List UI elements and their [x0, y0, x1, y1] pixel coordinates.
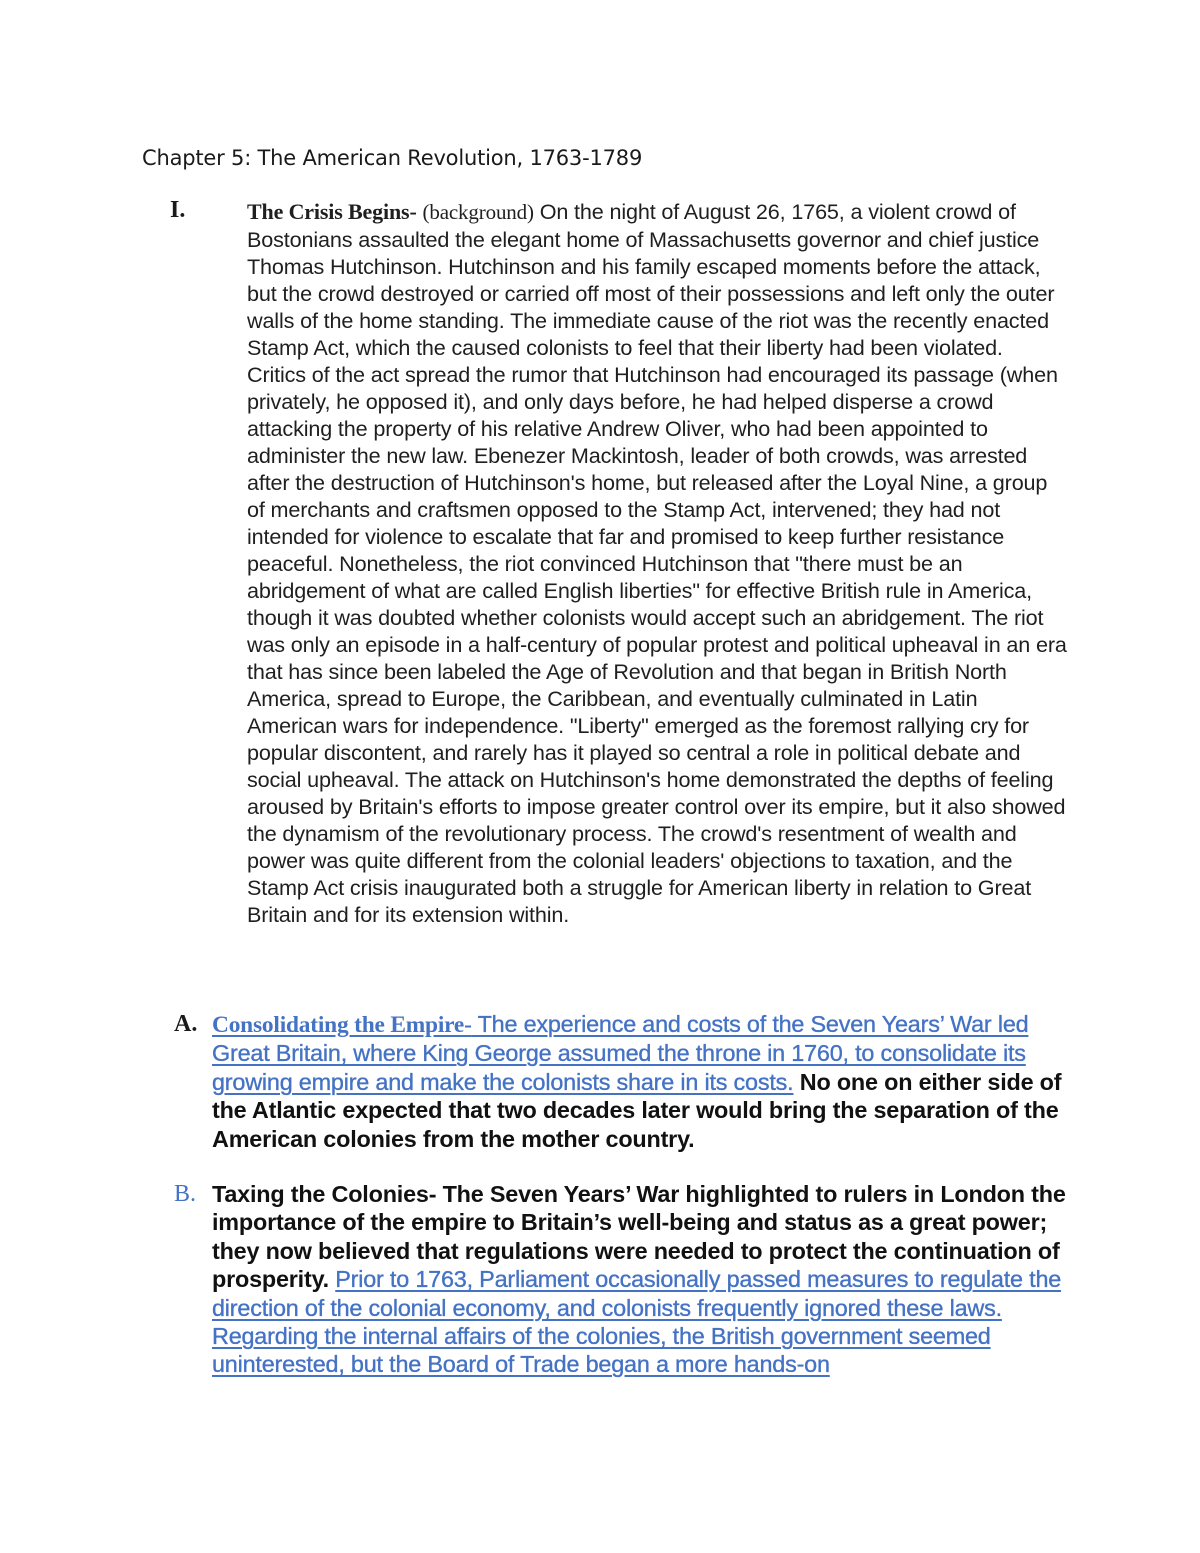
section-b-body: Taxing the Colonies- The Seven Years’ War highlighted to rulers in London the importance of the empire to Britain’s well-being and status as a great power; they now believed that regulations were needed to protect the continuation of prosperity.: [212, 1181, 1066, 1293]
section-i-heading: The Crisis Begins-: [247, 199, 417, 224]
section-numeral-i: I.: [170, 197, 186, 223]
section-letter-b: B.: [174, 1181, 197, 1207]
section-letter-a: A.: [174, 1011, 198, 1037]
chapter-title: Chapter 5: The American Revolution, 1763-1789: [142, 146, 643, 170]
section-i-body: On the night of August 26, 1765, a violent crowd of Bostonians assaulted the elegant home of Massachusetts governor and chief justice Thomas Hutchinson. Hutchinson and his family escaped moments before the attack, but the crowd destroyed or carried off most of their possessions and left only the outer walls of the home standing. The immediate cause of the riot was the recently enacted Stamp Act, which the caused colonists to feel that their liberty had been violated. Critics of the act spread the rumor that Hutchinson had encouraged its passage (when privately, he opposed it), and only days before, he had helped disperse a crowd attacking the property of his relative Andrew Oliver, who had been appointed to administer the new law. Ebenezer Mackintosh, leader of both crowds, was arrested after the destruction of Hutchinson's home, but released after the Loyal Nine, a group of merchants and craftsmen opposed to the Stamp Act, intervened; they had not intended for violence to escalate that far and promised to keep further resistance peaceful. Nonetheless, the riot convinced Hutchinson that "there must be an abridgement of what are called English liberties" for effective British rule in America, though it was doubted whether colonists would accept such an abridgement. The riot was only an episode in a half-century of popular protest and political upheaval in an era that has since been labeled the Age of Revolution and that began in British North America, spread to Europe, the Caribbean, and eventually culminated in Latin American wars for independence. "Liberty" emerged as the foremost rallying cry for popular discontent, and rarely has it played so central a role in political debate and social upheaval. The attack on Hutchinson's home demonstrated the depths of feeling aroused by Britain's efforts to impose greater control over its empire, but it also showed the dynamism of the revolutionary process. The crowd's resentment of wealth and power was quite different from the colonial leaders' objections to taxation, and the Stamp Act crisis inaugurated both a struggle for American liberty in relation to Great Britain and for its extension within.: [247, 199, 1067, 927]
section-b-paragraph: [212, 1180, 1072, 1379]
section-b-link[interactable]: Prior to 1763, Parliament occasionally passed measures to regulate the direction of the colonial economy, and colonists frequently ignored these laws. Regarding the internal affairs of the colonies, the British government seemed uninterested, but the Board of Trade began a more hands-on: [212, 1266, 1062, 1378]
section-i-tag: (background): [422, 200, 534, 224]
section-a-body: No one on either side of the Atlantic expected that two decades later would bring the separation of the American colonies from the mother country.: [212, 1068, 1062, 1152]
section-a-paragraph: [212, 1010, 1072, 1153]
section-a-heading: Consolidating the Empire-: [212, 1012, 472, 1038]
section-a-link-text: The experience and costs of the Seven Years’ War led Great Britain, where King George assumed the throne in 1760, to consolidate its growing empire and make the colonists share in its costs.: [212, 1011, 1029, 1095]
section-i-paragraph: [247, 198, 1067, 928]
